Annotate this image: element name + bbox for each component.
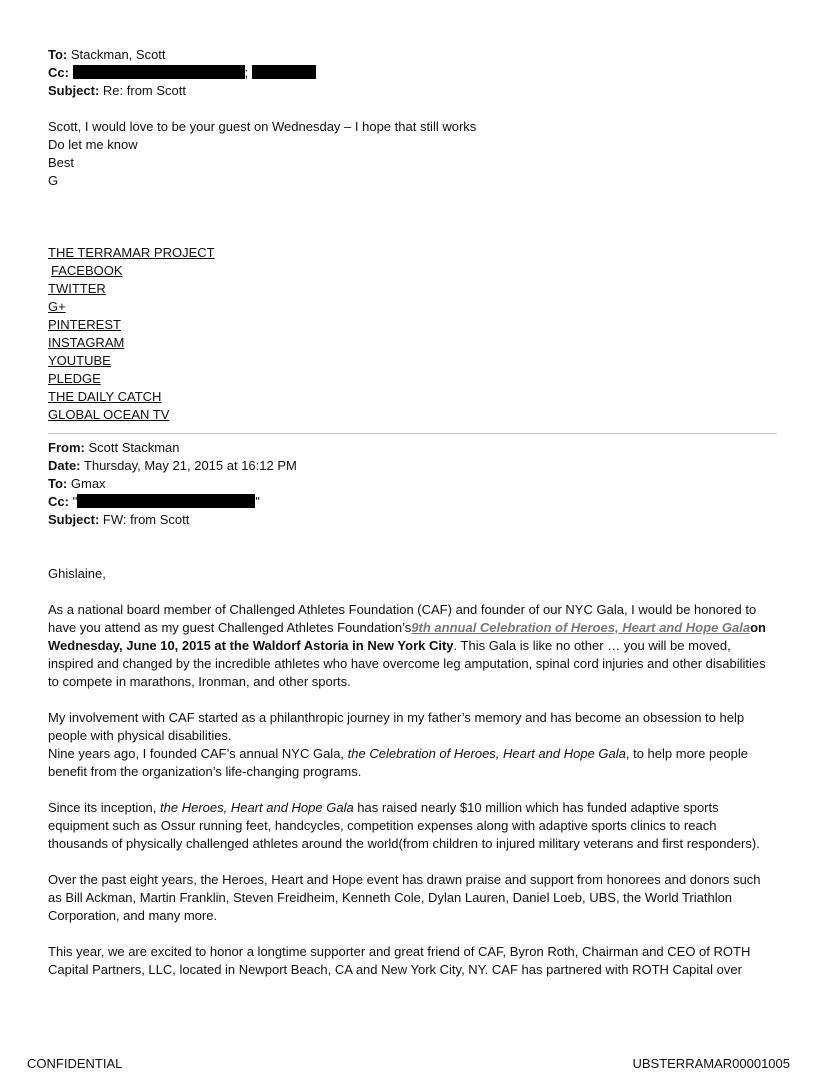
to-label: To: — [48, 47, 68, 62]
signature-link-google-plus[interactable]: G+ — [48, 299, 66, 314]
to-value: Gmax — [70, 476, 106, 491]
paragraph-involvement: My involvement with CAF started as a philanthropic journey in my father’s memory and has become an obsession to help people with physical disabilities. — [48, 710, 745, 743]
redaction-block — [252, 65, 316, 79]
original-body — [48, 565, 773, 979]
redaction-block — [73, 65, 245, 79]
reply-subject-line — [48, 82, 773, 100]
paragraph-text: Since its inception, — [48, 800, 161, 815]
reply-body — [48, 118, 773, 190]
greeting: Ghislaine, — [48, 566, 106, 581]
paragraph-honorees: Over the past eight years, the Heroes, Heart and Hope event has drawn praise and support from honorees and donors such as Bill Ackman, Martin Franklin, Steven Freidheim, Kenneth Cole, Dylan Lauren, Daniel Loeb, UBS, the World Triathlon Corporation, and many more. — [48, 872, 761, 923]
paragraph-text: As a national board member of Challenged Athletes Foundation (CAF) and founder of our NYC Gala, I would be honored to have you attend as my guest Challenged Athletes Foundation’s — [48, 602, 757, 635]
reply-body-line: Best — [48, 155, 75, 170]
reply-body-line: G — [48, 173, 59, 188]
paragraph-invitation — [48, 601, 773, 691]
to-label: To: — [48, 476, 68, 491]
signature-link-facebook[interactable]: FACEBOOK — [51, 263, 123, 278]
paragraph-text: . This Gala is like no other … you will be moved, inspired and changed by the incredible athletes who have overcome leg amputation, spinal cord injuries and other disabilities to compete in marathons, Ironman, and other sports. — [48, 638, 766, 689]
paragraph-fundraising — [48, 799, 773, 853]
cc-separator: ; — [244, 65, 249, 80]
event-details: on Wednesday, June 10, 2015 at the Waldorf Astoria in New York City — [48, 620, 766, 653]
original-subject-line — [48, 511, 773, 529]
signature-link-global-ocean-tv[interactable]: GLOBAL OCEAN TV — [48, 407, 170, 422]
cc-label: Cc: — [48, 494, 69, 509]
signature-link-twitter[interactable]: TWITTER — [48, 281, 106, 296]
original-to-line — [48, 475, 773, 493]
cc-open-quote: " — [72, 494, 78, 509]
subject-label: Subject: — [48, 512, 100, 527]
subject-label: Subject: — [48, 83, 100, 98]
gala-link[interactable]: 9th annual Celebration of Heroes, Heart and Hope Gala — [411, 620, 751, 635]
subject-value: Re: from Scott — [102, 83, 186, 98]
paragraph-this-year: This year, we are excited to honor a longtime supporter and great friend of CAF, Byron Roth, Chairman and CEO of ROTH Capital Partners, LLC, located in Newport Beach, CA and New York City, NY. CAF has partnered with ROTH Capital over — [48, 944, 751, 977]
signature-link-terramar-project[interactable]: THE TERRAMAR PROJECT — [48, 245, 215, 260]
subject-value: FW: from Scott — [102, 512, 190, 527]
paragraph-text: has raised nearly $10 million which has funded adaptive sports equipment such as Ossur running feet, handcycles, competition expenses along with adaptive sports clinics to reach thousands of physically challenged athletes around the world(from children to injured military veterans and first responders). — [48, 800, 760, 851]
signature-link-pledge[interactable]: PLEDGE — [48, 371, 101, 386]
email-document — [48, 46, 773, 997]
signature-link-daily-catch[interactable]: THE DAILY CATCH — [48, 389, 162, 404]
original-cc-line — [48, 493, 773, 511]
gala-name: the Heroes, Heart and Hope Gala — [160, 800, 354, 815]
original-from-line — [48, 439, 773, 457]
gala-name: the Celebration of Heroes, Heart and Hope Gala — [347, 746, 626, 761]
reply-body-line: Do let me know — [48, 137, 138, 152]
from-value: Scott Stackman — [88, 440, 180, 455]
reply-to-line — [48, 46, 773, 64]
date-label: Date: — [48, 458, 81, 473]
paragraph-founding — [48, 745, 773, 781]
signature-link-pinterest[interactable]: PINTEREST — [48, 317, 121, 332]
confidential-label: CONFIDENTIAL — [27, 1056, 123, 1071]
reply-header — [48, 46, 773, 100]
paragraph-text: Nine years ago, I founded CAF’s annual NYC Gala, — [48, 746, 348, 761]
reply-body-line: Scott, I would love to be your guest on Wednesday – I hope that still works — [48, 119, 477, 134]
cc-close-quote: " — [255, 494, 260, 509]
to-value: Stackman, Scott — [70, 47, 166, 62]
reply-cc-line — [48, 64, 773, 82]
signature-links — [48, 244, 773, 424]
signature-link-instagram[interactable]: INSTAGRAM — [48, 335, 125, 350]
original-date-line — [48, 457, 773, 475]
paragraph-text: , to help more people benefit from the organization’s life-changing programs. — [48, 746, 749, 779]
bates-number: UBSTERRAMAR00001005 — [632, 1056, 790, 1071]
date-value: Thursday, May 21, 2015 at 16:12 PM — [83, 458, 297, 473]
signature-link-youtube[interactable]: YOUTUBE — [48, 353, 111, 368]
message-separator — [48, 433, 777, 434]
cc-label: Cc: — [48, 65, 69, 80]
original-header — [48, 439, 773, 529]
redaction-block — [77, 494, 255, 508]
from-label: From: — [48, 440, 85, 455]
